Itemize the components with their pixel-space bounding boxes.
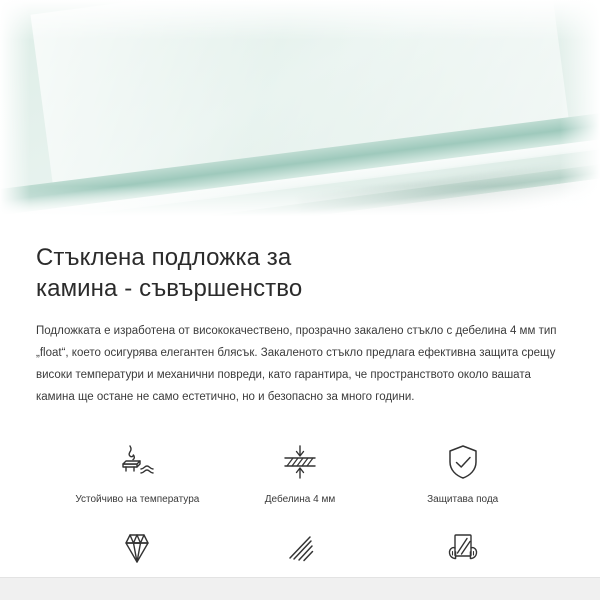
- hero-image: [0, 0, 600, 232]
- page-title-line-2: камина - съвършенство: [36, 275, 303, 302]
- feature-label: Защитава пода: [427, 494, 499, 505]
- heat-resistance-icon: [114, 440, 160, 484]
- hero-fade-top: [0, 0, 600, 40]
- polished-edges-icon: [277, 526, 323, 570]
- floor-protection-shield-icon: [440, 440, 486, 484]
- bottom-bar: [0, 577, 600, 600]
- feature-item-heat-resistance: [56, 434, 219, 514]
- description-paragraph: Подложката е изработена от висококачествено, прозрачно закалено стъкло с дебелина 4 мм тип „float“, което осигурява елегантен блясък. Закаленото стъкло предлага ефективна защита срещу високи температури и механични повреди, като гарантира, че пространството около вашата камина ще остане не само естетично, но и безопасно за много години.: [36, 325, 557, 403]
- tempered-glass-diamond-icon: [114, 526, 160, 570]
- feature-item-thickness: [219, 434, 382, 514]
- feature-label: Дебелина 4 мм: [264, 494, 336, 505]
- feature-label: Устойчиво на температура: [75, 494, 200, 505]
- page-title-line-1: Стъклена подложка за: [36, 244, 292, 271]
- thickness-4mm-icon: [277, 440, 323, 484]
- feature-grid: [36, 434, 564, 600]
- page-title: [36, 242, 564, 304]
- hero-fade-bottom: [0, 186, 600, 232]
- transparent-surface-hands-icon: [440, 526, 486, 570]
- feature-item-floor-protection: [381, 434, 544, 514]
- content-area: [0, 242, 600, 600]
